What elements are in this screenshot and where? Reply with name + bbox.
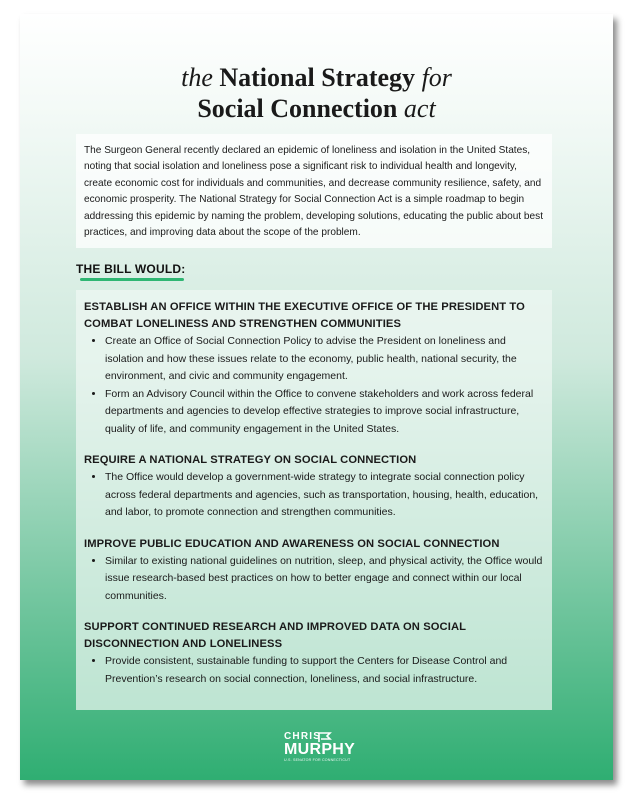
section-title: REQUIRE A NATIONAL STRATEGY ON SOCIAL CONNECTION: [84, 454, 417, 466]
section-title: IMPROVE PUBLIC EDUCATION AND AWARENESS ON SOCIAL CONNECTION: [84, 537, 500, 550]
heading-underline: [80, 278, 184, 281]
logo-subtitle: U.S. SENATOR FOR CONNECTICUT: [284, 758, 351, 762]
document-title: [20, 62, 613, 124]
bullet-list: [84, 553, 544, 606]
section-title: SUPPORT CONTINUED RESEARCH AND IMPROVED DATA ON SOCIAL DISCONNECTION AND LONELINESS: [84, 621, 466, 650]
flag-icon: [318, 732, 332, 743]
bullet-list: [84, 469, 544, 522]
intro-paragraph: The Surgeon General recently declared an epidemic of loneliness and isolation in the United States, noting that social isolation and loneliness pose a significant risk to individual health and longevity, create economic cost for individuals and communities, and decrease community resilience, safety, and economic prosperity. The National Strategy for Social Connection Act is a simple roadmap to begin addressing this epidemic by naming the problem, developing solutions, educating the public about best practices, and improving data about the scope of the problem.: [76, 134, 552, 248]
provisions-panel: [76, 290, 552, 710]
logo-first-name: CHRIS: [284, 731, 322, 742]
title-line-1: [20, 62, 613, 93]
title-suffix-1: for: [421, 63, 452, 92]
bullet-list: [84, 653, 544, 688]
section-office: [84, 299, 544, 438]
document-page: [20, 14, 613, 780]
bullet-item: • The Office would develop a government-wide strategy to integrate social connection policy across federal departments and agencies, such as transportation, housing, health, education, and labor, to promote connection and strengthen communities.: [105, 469, 544, 522]
section-research: [84, 619, 544, 688]
bullet-item: • Form an Advisory Council within the Office to convene stakeholders and work across federal departments and agencies to develop effective strategies to improve social infrastructure, quality of life, and community engagement in the United States.: [105, 386, 544, 439]
section-title: ESTABLISH AN OFFICE WITHIN THE EXECUTIVE OFFICE OF THE PRESIDENT TO COMBAT LONELINESS AND STRENGTHEN COMMUNITIES: [84, 301, 525, 330]
bullet-list: [84, 333, 544, 438]
title-line-2: [20, 93, 613, 124]
bullet-item: • Similar to existing national guidelines on nutrition, sleep, and physical activity, the Office would issue research-based best practices on how to better engage and connect within our local communities.: [105, 553, 544, 606]
section-national-strategy: [84, 452, 544, 522]
bill-would-heading: THE BILL WOULD:: [76, 262, 186, 276]
title-main-1: National Strategy: [219, 63, 416, 92]
title-main-2: Social Connection: [197, 94, 398, 123]
chris-murphy-logo: [284, 732, 354, 763]
bullet-item: • Provide consistent, sustainable funding to support the Centers for Disease Control and Prevention’s research on social connection, loneliness, and social infrastructure.: [105, 653, 544, 688]
bullet-item: • Create an Office of Social Connection Policy to advise the President on loneliness and isolation and how these issues relate to the economy, public health, national security, the environment, and civic and community engagement.: [105, 333, 544, 386]
section-public-education: [84, 536, 544, 606]
logo-last-name: MURPHY: [284, 741, 356, 758]
title-suffix-2: act: [403, 94, 436, 123]
title-prefix: the: [181, 63, 213, 92]
